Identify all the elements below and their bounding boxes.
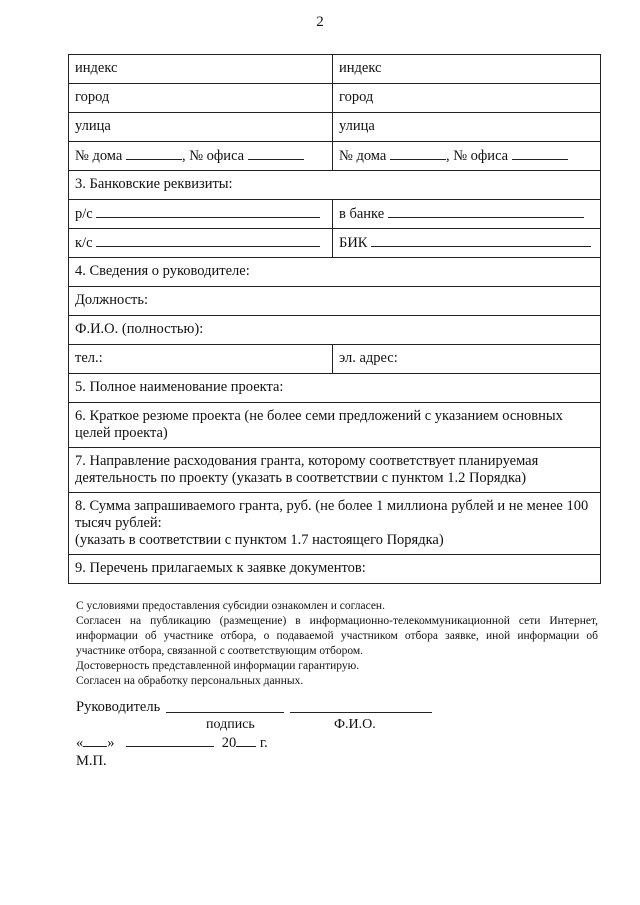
ks-blank[interactable]	[96, 234, 320, 247]
consent-line: Достоверность представленной информации гарантирую.	[76, 660, 360, 672]
stamp-row	[76, 752, 596, 770]
contacts-row	[69, 345, 601, 374]
index-field-left[interactable]: индекс	[69, 55, 333, 84]
grant-amount-note: (указать в соответствии с пунктом 1.7 настоящего Порядка)	[75, 532, 444, 548]
bank-name-label: в банке	[339, 206, 385, 222]
page-number: 2	[316, 14, 324, 30]
ks-bik-row	[69, 229, 601, 258]
signature-captions-row	[76, 716, 596, 734]
consent-line: Согласен на обработку персональных данных.	[76, 675, 304, 687]
house-label-left: № дома	[75, 148, 123, 164]
leader-row	[76, 698, 596, 716]
house-blank-left[interactable]	[126, 147, 182, 160]
office-label-left: , № офиса	[181, 148, 245, 164]
office-label-right: , № офиса	[445, 148, 509, 164]
project-name-field[interactable]: 5. Полное наименование проекта:	[69, 374, 601, 403]
grant-amount-row	[69, 493, 601, 555]
bik-blank[interactable]	[371, 234, 591, 247]
street-row	[69, 113, 601, 142]
quote-open: «	[76, 735, 84, 751]
rs-blank[interactable]	[96, 205, 320, 218]
bank-heading: 3. Банковские реквизиты:	[69, 171, 601, 200]
head-heading: 4. Сведения о руководителе:	[69, 258, 601, 287]
grant-direction-row	[69, 448, 601, 493]
year-suffix: г.	[259, 735, 268, 751]
month-blank[interactable]	[126, 734, 214, 747]
signature-caption: подпись	[206, 717, 255, 732]
city-field-right[interactable]: город	[333, 84, 601, 113]
consent-line: Согласен на публикацию (размещение) в информационно-телекоммуникационной сети Интернет, информации об участнике отбора, о подаваемой участником отбора заявке, иной информации об участнике отбора, связанной с соответствующим отбором.	[76, 615, 598, 657]
rs-bank-row	[69, 200, 601, 229]
house-office-row	[69, 142, 601, 171]
office-blank-right[interactable]	[512, 147, 568, 160]
position-field[interactable]: Должность:	[69, 287, 601, 316]
city-field-left[interactable]: город	[69, 84, 333, 113]
house-office-field-left[interactable]	[69, 142, 333, 171]
bik-label: БИК	[339, 235, 368, 251]
ks-label: к/с	[75, 235, 93, 251]
index-row	[69, 55, 601, 84]
bik-field[interactable]	[333, 229, 601, 258]
ks-field[interactable]	[69, 229, 333, 258]
leader-label: Руководитель	[76, 699, 161, 715]
rs-label: р/с	[75, 206, 93, 222]
application-form-table	[68, 54, 601, 584]
head-heading-row	[69, 258, 601, 287]
fio-caption: Ф.И.О.	[334, 717, 376, 732]
quote-close: »	[107, 735, 115, 751]
fio-blank[interactable]	[290, 700, 432, 713]
house-label-right: № дома	[339, 148, 387, 164]
house-blank-right[interactable]	[390, 147, 446, 160]
documents-field[interactable]: 9. Перечень прилагаемых к заявке документов:	[69, 555, 601, 584]
fio-row	[69, 316, 601, 345]
bank-name-field[interactable]	[333, 200, 601, 229]
index-field-right[interactable]: индекс	[333, 55, 601, 84]
street-field-left[interactable]: улица	[69, 113, 333, 142]
grant-amount-text: 8. Сумма запрашиваемого гранта, руб. (не более 1 миллиона рублей и не менее 100 тысяч рублей:	[75, 498, 589, 531]
signature-block	[76, 698, 596, 770]
stamp-label: М.П.	[76, 753, 107, 769]
house-office-field-right[interactable]	[333, 142, 601, 171]
project-summary-row	[69, 403, 601, 448]
project-summary-field[interactable]: 6. Краткое резюме проекта (не более семи предложений с указанием основных целей проекта)	[69, 403, 601, 448]
signature-blank[interactable]	[166, 700, 284, 713]
grant-amount-field[interactable]	[69, 493, 601, 555]
day-blank[interactable]	[83, 734, 107, 747]
street-field-right[interactable]: улица	[333, 113, 601, 142]
consent-line: С условиями предоставления субсидии ознакомлен и согласен.	[76, 600, 385, 612]
bank-heading-row	[69, 171, 601, 200]
grant-direction-field[interactable]: 7. Направление расходования гранта, которому соответствует планируемая деятельность по проекту (указать в соответствии с пунктом 1.2 Порядка)	[69, 448, 601, 493]
city-row	[69, 84, 601, 113]
documents-row	[69, 555, 601, 584]
rs-field[interactable]	[69, 200, 333, 229]
project-name-row	[69, 374, 601, 403]
position-row	[69, 287, 601, 316]
year-prefix: 20	[221, 735, 237, 751]
year-blank[interactable]	[236, 734, 256, 747]
consent-notes	[76, 599, 598, 689]
bank-name-blank[interactable]	[388, 205, 584, 218]
office-blank-left[interactable]	[248, 147, 304, 160]
email-field[interactable]: эл. адрес:	[333, 345, 601, 374]
phone-field[interactable]: тел.:	[69, 345, 333, 374]
date-row	[76, 734, 596, 752]
fio-field[interactable]: Ф.И.О. (полностью):	[69, 316, 601, 345]
